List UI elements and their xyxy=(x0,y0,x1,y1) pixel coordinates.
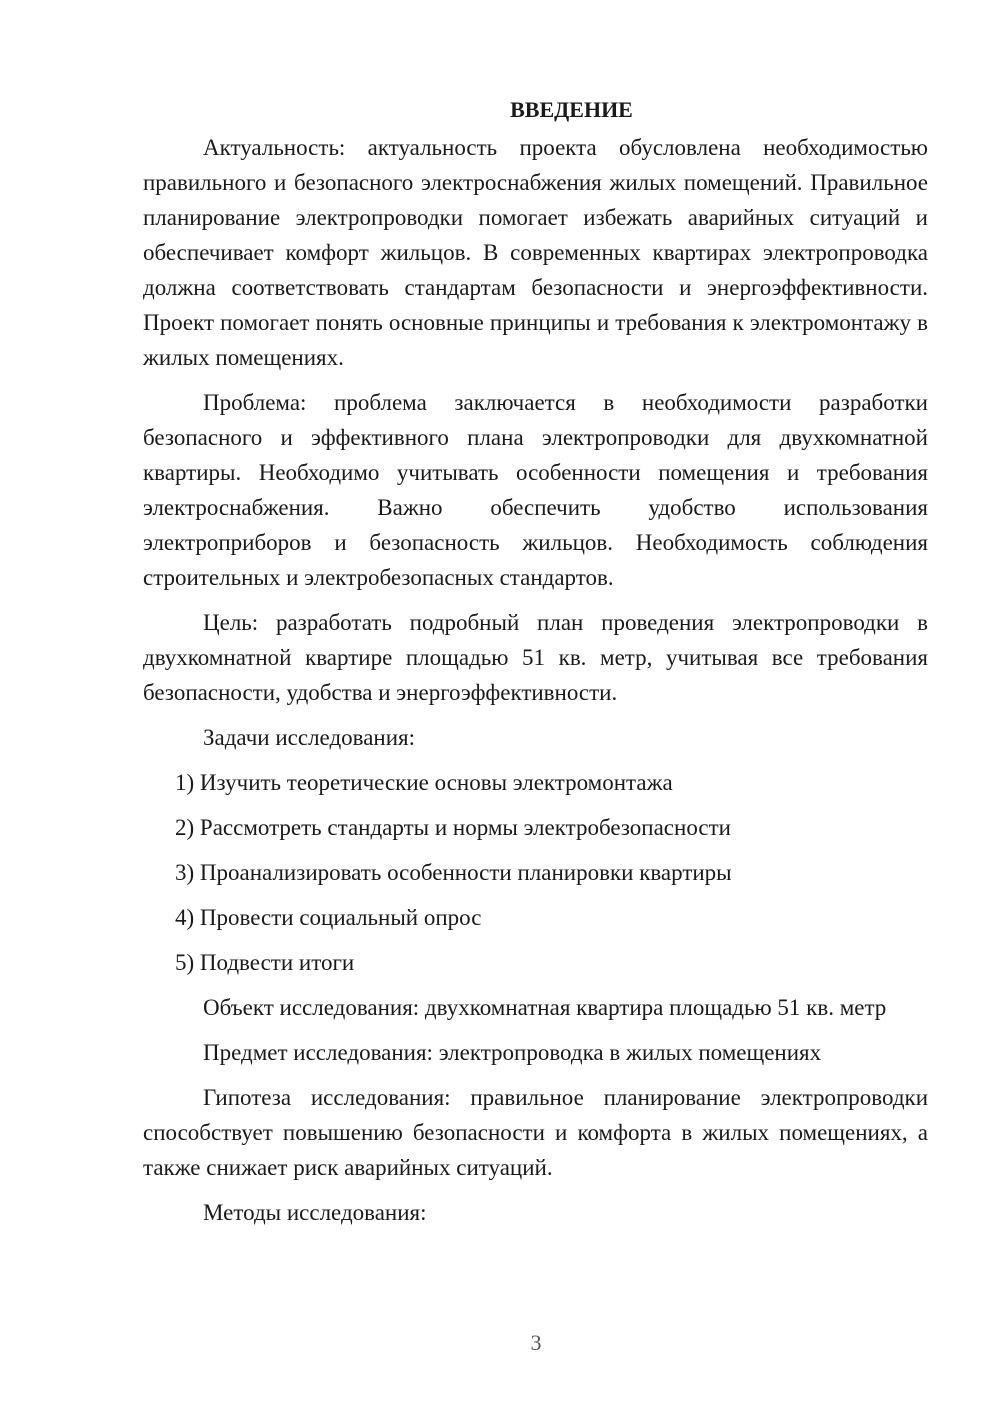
goal-paragraph: Цель: разработать подробный план проведения электропроводки в двухкомнатной квартире площадью 51 кв. метр, учитывая все требования безопасности, удобства и энергоэффективности. xyxy=(143,610,928,705)
page-number: 3 xyxy=(530,1330,542,1355)
task-item: 3) Проанализировать особенности планировки квартиры xyxy=(175,860,732,885)
methods-label: Методы исследования: xyxy=(203,1200,427,1225)
task-item: 2) Рассмотреть стандарты и нормы электробезопасности xyxy=(175,815,731,840)
task-item: 5) Подвести итоги xyxy=(175,950,355,975)
hypothesis-paragraph: Гипотеза исследования: правильное планирование электропроводки способствует повышению безопасности и комфорта в жилых помещениях, а также снижает риск аварийных ситуаций. xyxy=(143,1085,928,1180)
task-item: 1) Изучить теоретические основы электромонтажа xyxy=(175,770,673,795)
relevance-paragraph: Актуальность: актуальность проекта обусловлена необходимостью правильного и безопасного электроснабжения жилых помещений. Правильное планирование электропроводки помогает избежать аварийных ситуаций и обеспечивает комфорт жильцов. В современных квартирах электропроводка должна соответствовать стандартам безопасности и энергоэффективности. Проект помогает понять основные принципы и требования к электромонтажу в жилых помещениях. xyxy=(143,135,928,370)
tasks-list xyxy=(143,765,928,980)
tasks-label: Задачи исследования: xyxy=(203,725,416,750)
page-content xyxy=(143,92,928,1240)
section-heading: ВВЕДЕНИЕ xyxy=(510,97,633,122)
object-paragraph: Объект исследования: двухкомнатная квартира площадью 51 кв. метр xyxy=(203,995,887,1020)
task-item: 4) Провести социальный опрос xyxy=(175,905,482,930)
problem-paragraph: Проблема: проблема заключается в необходимости разработки безопасного и эффективного плана электропроводки для двухкомнатной квартиры. Необходимо учитывать особенности помещения и требования электроснабжения. Важно обеспечить удобство использования электроприборов и безопасность жильцов. Необходимость соблюдения строительных и электробезопасных стандартов. xyxy=(143,390,928,590)
subject-paragraph: Предмет исследования: электропроводка в жилых помещениях xyxy=(203,1040,822,1065)
